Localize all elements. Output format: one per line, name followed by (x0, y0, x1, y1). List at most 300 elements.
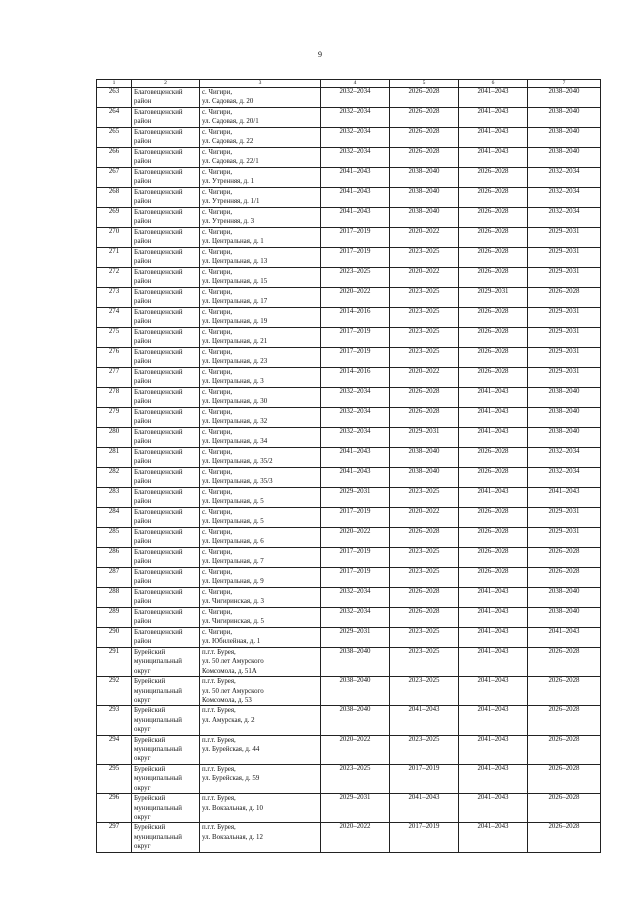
district-line: район (134, 158, 152, 166)
district-line: район (134, 558, 152, 566)
district-line: Благовещенский (134, 309, 183, 316)
district-line: Благовещенский (134, 369, 183, 376)
period-cell: 2026–2028 (459, 228, 528, 248)
row-number-cell: 292 (97, 677, 132, 706)
period-cell: 2014–2016 (321, 368, 390, 388)
district-line: район (134, 198, 152, 206)
district-line: Благовещенский (134, 429, 183, 436)
row-number-cell: 277 (97, 368, 132, 388)
table-row (97, 148, 601, 168)
district-cell (132, 468, 200, 488)
table-row (97, 288, 601, 308)
period-cell: 2041–2043 (459, 588, 528, 608)
row-number-cell: 293 (97, 706, 132, 735)
district-cell (132, 764, 200, 793)
address-line: ул. Центральная, д. 19 (202, 318, 268, 326)
address-cell (200, 368, 321, 388)
period-cell: 2032–2034 (321, 408, 390, 428)
period-cell: 2041–2043 (528, 488, 601, 508)
period-cell: 2032–2034 (321, 128, 390, 148)
period-cell: 2029–2031 (528, 508, 601, 528)
period-cell: 2026–2028 (459, 468, 528, 488)
address-line: ул. Вокзальная, д. 12 (202, 833, 263, 841)
period-cell: 2029–2031 (459, 288, 528, 308)
period-cell: 2026–2028 (459, 348, 528, 368)
period-cell: 2026–2028 (528, 823, 601, 852)
period-cell: 2041–2043 (459, 608, 528, 628)
address-cell (200, 208, 321, 228)
period-cell: 2032–2034 (321, 588, 390, 608)
column-header: 4 (321, 80, 390, 88)
period-cell: 2026–2028 (528, 548, 601, 568)
period-cell: 2023–2025 (321, 268, 390, 288)
period-cell: 2026–2028 (528, 677, 601, 706)
district-line: район (134, 498, 152, 506)
address-line: ул. Центральная, д. 34 (202, 438, 268, 446)
period-cell: 2023–2025 (321, 764, 390, 793)
period-cell: 2032–2034 (321, 88, 390, 108)
column-header: 2 (132, 80, 200, 88)
period-cell: 2032–2034 (528, 188, 601, 208)
district-line: муниципальный (134, 716, 182, 724)
table-row (97, 568, 601, 588)
table-row (97, 308, 601, 328)
address-cell (200, 488, 321, 508)
district-line: район (134, 478, 152, 486)
table-row (97, 823, 601, 852)
district-line: район (134, 358, 152, 366)
district-line: район (134, 278, 152, 286)
row-number-cell: 271 (97, 248, 132, 268)
address-line: с. Чигири, (202, 349, 233, 356)
row-number-cell: 274 (97, 308, 132, 328)
district-line: район (134, 518, 152, 526)
row-number-cell: 289 (97, 608, 132, 628)
table-row (97, 488, 601, 508)
period-cell: 2029–2031 (528, 228, 601, 248)
period-cell: 2023–2025 (390, 308, 459, 328)
district-line: район (134, 98, 152, 106)
address-line: ул. Чигиринская, д. 3 (202, 598, 264, 606)
period-cell: 2017–2019 (390, 764, 459, 793)
district-cell (132, 628, 200, 648)
period-cell: 2026–2028 (528, 764, 601, 793)
district-line: Благовещенский (134, 289, 183, 296)
table-row (97, 168, 601, 188)
address-line: с. Чигири, (202, 169, 233, 176)
period-cell: 2029–2031 (528, 368, 601, 388)
table-row (97, 368, 601, 388)
district-line: Благовещенский (134, 189, 183, 196)
address-line: ул. 50 лет Амурского (202, 687, 264, 695)
row-number-cell: 264 (97, 108, 132, 128)
period-cell: 2029–2031 (528, 248, 601, 268)
period-cell: 2026–2028 (390, 608, 459, 628)
period-cell: 2017–2019 (321, 508, 390, 528)
address-line: с. Чигири, (202, 149, 233, 156)
address-cell (200, 648, 321, 677)
period-cell: 2020–2022 (390, 368, 459, 388)
district-line: Благовещенский (134, 249, 183, 256)
table-row (97, 268, 601, 288)
period-cell: 2023–2025 (390, 648, 459, 677)
address-cell (200, 288, 321, 308)
period-cell: 2032–2034 (321, 388, 390, 408)
address-line: с. Чигири, (202, 129, 233, 136)
address-cell (200, 588, 321, 608)
district-line: округ (134, 755, 151, 763)
address-line: с. Чигири, (202, 609, 233, 616)
district-line: район (134, 398, 152, 406)
period-cell: 2026–2028 (459, 248, 528, 268)
table-row (97, 228, 601, 248)
period-cell: 2041–2043 (321, 468, 390, 488)
period-cell: 2041–2043 (459, 706, 528, 735)
address-line: с. Чигири, (202, 629, 233, 636)
period-cell: 2026–2028 (390, 388, 459, 408)
period-cell: 2041–2043 (459, 823, 528, 852)
period-cell: 2026–2028 (390, 148, 459, 168)
period-cell: 2041–2043 (321, 208, 390, 228)
district-line: муниципальный (134, 746, 182, 754)
district-cell (132, 208, 200, 228)
period-cell: 2023–2025 (390, 488, 459, 508)
district-line: Благовещенский (134, 489, 183, 496)
period-cell: 2029–2031 (528, 348, 601, 368)
address-line: ул. Центральная, д. 6 (202, 538, 264, 546)
period-cell: 2029–2031 (528, 528, 601, 548)
address-line: ул. Чигиринская, д. 5 (202, 618, 264, 626)
row-number-cell: 288 (97, 588, 132, 608)
district-line: Благовещенский (134, 169, 183, 176)
table-row (97, 188, 601, 208)
period-cell: 2041–2043 (459, 428, 528, 448)
district-line: Благовещенский (134, 469, 183, 476)
address-line: ул. Юбилейная, д. 1 (202, 638, 261, 646)
period-cell: 2020–2022 (321, 735, 390, 764)
table-row (97, 764, 601, 793)
district-cell (132, 228, 200, 248)
district-line: район (134, 538, 152, 546)
period-cell: 2026–2028 (390, 108, 459, 128)
period-cell: 2023–2025 (390, 548, 459, 568)
address-line: ул. Бурейская, д. 59 (202, 775, 260, 783)
address-line: ул. Центральная, д. 23 (202, 358, 268, 366)
table-row (97, 588, 601, 608)
row-number-cell: 294 (97, 735, 132, 764)
district-cell (132, 388, 200, 408)
address-line: ул. Бурейская, д. 44 (202, 746, 260, 754)
period-cell: 2038–2040 (321, 706, 390, 735)
district-cell (132, 348, 200, 368)
address-line: ул. Вокзальная, д. 10 (202, 804, 263, 812)
address-line: п.г.т. Бурея, (202, 649, 236, 656)
period-cell: 2041–2043 (459, 388, 528, 408)
table-row (97, 348, 601, 368)
table-row (97, 735, 601, 764)
row-number-cell: 283 (97, 488, 132, 508)
address-line: с. Чигири, (202, 449, 233, 456)
district-line: район (134, 378, 152, 386)
period-cell: 2038–2040 (528, 588, 601, 608)
period-cell: 2014–2016 (321, 308, 390, 328)
address-cell (200, 328, 321, 348)
row-number-cell: 267 (97, 168, 132, 188)
period-cell: 2038–2040 (528, 388, 601, 408)
row-number-cell: 295 (97, 764, 132, 793)
district-line: муниципальный (134, 658, 182, 666)
district-cell (132, 706, 200, 735)
address-cell (200, 528, 321, 548)
row-number-cell: 285 (97, 528, 132, 548)
address-cell (200, 706, 321, 735)
address-cell (200, 128, 321, 148)
period-cell: 2023–2025 (390, 568, 459, 588)
district-line: Благовещенский (134, 409, 183, 416)
address-line: п.г.т. Бурея, (202, 795, 236, 803)
period-cell: 2041–2043 (459, 128, 528, 148)
period-cell: 2041–2043 (459, 677, 528, 706)
period-cell: 2026–2028 (528, 794, 601, 823)
period-cell: 2026–2028 (390, 128, 459, 148)
table-row (97, 208, 601, 228)
district-line: Благовещенский (134, 229, 183, 236)
column-header: 5 (390, 80, 459, 88)
district-line: Благовещенский (134, 149, 183, 156)
address-cell (200, 794, 321, 823)
period-cell: 2020–2022 (321, 528, 390, 548)
address-line: ул. Центральная, д. 3 (202, 378, 264, 386)
district-line: район (134, 438, 152, 446)
table-row (97, 648, 601, 677)
address-line: ул. Центральная, д. 35/2 (202, 458, 273, 466)
district-line: Благовещенский (134, 609, 183, 616)
district-line: Благовещенский (134, 329, 183, 336)
district-line: Благовещенский (134, 389, 183, 396)
address-line: с. Чигири, (202, 329, 233, 336)
table-row (97, 608, 601, 628)
period-cell: 2026–2028 (390, 88, 459, 108)
row-number-cell: 272 (97, 268, 132, 288)
row-number-cell: 297 (97, 823, 132, 852)
district-cell (132, 823, 200, 852)
district-cell (132, 568, 200, 588)
district-line: Бурейский (134, 765, 166, 773)
district-line: Благовещенский (134, 209, 183, 216)
district-cell (132, 408, 200, 428)
period-cell: 2026–2028 (390, 408, 459, 428)
address-line: ул. Центральная, д. 1 (202, 238, 264, 246)
address-cell (200, 108, 321, 128)
district-line: район (134, 458, 152, 466)
period-cell: 2041–2043 (459, 735, 528, 764)
district-cell (132, 528, 200, 548)
period-cell: 2026–2028 (390, 528, 459, 548)
row-number-cell: 276 (97, 348, 132, 368)
period-cell: 2032–2034 (321, 608, 390, 628)
address-line: ул. Центральная, д. 32 (202, 418, 268, 426)
district-line: район (134, 178, 152, 186)
district-line: Бурейский (134, 824, 166, 832)
address-cell (200, 188, 321, 208)
address-line: с. Чигири, (202, 429, 233, 436)
district-cell (132, 328, 200, 348)
period-cell: 2038–2040 (528, 108, 601, 128)
period-cell: 2026–2028 (459, 448, 528, 468)
district-cell (132, 448, 200, 468)
district-cell (132, 368, 200, 388)
district-line: район (134, 598, 152, 606)
period-cell: 2041–2043 (459, 148, 528, 168)
period-cell: 2026–2028 (459, 308, 528, 328)
district-line: район (134, 218, 152, 226)
district-line: округ (134, 726, 151, 734)
period-cell: 2017–2019 (321, 228, 390, 248)
address-cell (200, 168, 321, 188)
period-cell: 2026–2028 (459, 508, 528, 528)
period-cell: 2017–2019 (321, 328, 390, 348)
address-line: ул. Центральная, д. 17 (202, 298, 268, 306)
address-line: с. Чигири, (202, 189, 233, 196)
period-cell: 2029–2031 (528, 328, 601, 348)
table-row (97, 548, 601, 568)
period-cell: 2020–2022 (321, 288, 390, 308)
address-line: п.г.т. Бурея, (202, 707, 236, 715)
district-line: район (134, 298, 152, 306)
district-line: округ (134, 784, 151, 792)
period-cell: 2032–2034 (528, 208, 601, 228)
period-cell: 2017–2019 (321, 548, 390, 568)
period-cell: 2026–2028 (459, 328, 528, 348)
district-line: муниципальный (134, 833, 182, 841)
address-cell (200, 628, 321, 648)
period-cell: 2038–2040 (390, 468, 459, 488)
district-line: Благовещенский (134, 449, 183, 456)
district-line: Благовещенский (134, 349, 183, 356)
address-line: ул. Центральная, д. 35/3 (202, 478, 273, 486)
period-cell: 2026–2028 (390, 588, 459, 608)
address-cell (200, 408, 321, 428)
district-cell (132, 148, 200, 168)
address-line: с. Чигири, (202, 529, 233, 536)
district-line: район (134, 578, 152, 586)
address-line: ул. Центральная, д. 7 (202, 558, 264, 566)
period-cell: 2041–2043 (459, 88, 528, 108)
table-row (97, 388, 601, 408)
address-line: ул. 50 лет Амурского (202, 658, 264, 666)
address-cell (200, 677, 321, 706)
address-line: ул. Садовая, д. 20 (202, 98, 254, 106)
address-line: ул. Центральная, д. 21 (202, 338, 268, 346)
address-line: с. Чигири, (202, 249, 233, 256)
table-row (97, 706, 601, 735)
district-line: Бурейский (134, 795, 166, 803)
district-cell (132, 735, 200, 764)
period-cell: 2026–2028 (459, 368, 528, 388)
address-cell (200, 348, 321, 368)
district-line: Бурейский (134, 707, 166, 715)
row-number-cell: 266 (97, 148, 132, 168)
period-cell: 2026–2028 (459, 168, 528, 188)
address-line: с. Чигири, (202, 109, 233, 116)
district-line: Благовещенский (134, 549, 183, 556)
period-cell: 2023–2025 (390, 328, 459, 348)
row-number-cell: 280 (97, 428, 132, 448)
address-line: ул. Утренняя, д. 3 (202, 218, 255, 226)
district-cell (132, 248, 200, 268)
column-header: 6 (459, 80, 528, 88)
district-line: Благовещенский (134, 269, 183, 276)
period-cell: 2026–2028 (528, 735, 601, 764)
period-cell: 2038–2040 (390, 168, 459, 188)
row-number-cell: 281 (97, 448, 132, 468)
address-line: с. Чигири, (202, 569, 233, 576)
table-body (97, 88, 601, 853)
period-cell: 2041–2043 (528, 628, 601, 648)
period-cell: 2041–2043 (459, 408, 528, 428)
address-line: ул. Центральная, д. 30 (202, 398, 268, 406)
address-line: п.г.т. Бурея, (202, 765, 236, 773)
district-line: Благовещенский (134, 509, 183, 516)
period-cell: 2038–2040 (390, 188, 459, 208)
period-cell: 2029–2031 (321, 488, 390, 508)
table-row (97, 794, 601, 823)
district-cell (132, 794, 200, 823)
district-line: район (134, 318, 152, 326)
district-cell (132, 488, 200, 508)
district-line: район (134, 238, 152, 246)
table-row (97, 677, 601, 706)
address-cell (200, 448, 321, 468)
address-line: п.г.т. Бурея, (202, 824, 236, 832)
district-line: район (134, 138, 152, 146)
district-cell (132, 648, 200, 677)
district-line: округ (134, 697, 151, 705)
period-cell: 2038–2040 (528, 408, 601, 428)
district-cell (132, 428, 200, 448)
district-line: Благовещенский (134, 89, 183, 96)
district-cell (132, 108, 200, 128)
row-number-cell: 279 (97, 408, 132, 428)
address-cell (200, 735, 321, 764)
column-header: 3 (200, 80, 321, 88)
row-number-cell: 296 (97, 794, 132, 823)
page-number: 9 (318, 50, 322, 59)
row-number-cell: 265 (97, 128, 132, 148)
period-cell: 2026–2028 (459, 548, 528, 568)
district-line: Бурейский (134, 678, 166, 686)
period-cell: 2041–2043 (459, 488, 528, 508)
district-cell (132, 88, 200, 108)
address-line: ул. Центральная, д. 5 (202, 518, 264, 526)
column-header: 7 (528, 80, 601, 88)
address-line: ул. Центральная, д. 9 (202, 578, 264, 586)
table-row (97, 128, 601, 148)
address-line: ул. Утренняя, д. 1 (202, 178, 255, 186)
period-cell: 2023–2025 (390, 628, 459, 648)
district-line: район (134, 258, 152, 266)
period-cell: 2038–2040 (528, 428, 601, 448)
period-cell: 2029–2031 (528, 308, 601, 328)
table-row (97, 88, 601, 108)
period-cell: 2038–2040 (321, 677, 390, 706)
address-line: с. Чигири, (202, 469, 233, 476)
district-line: Благовещенский (134, 109, 183, 116)
district-line: Благовещенский (134, 629, 183, 636)
period-cell: 2026–2028 (528, 648, 601, 677)
district-cell (132, 268, 200, 288)
district-line: Благовещенский (134, 129, 183, 136)
